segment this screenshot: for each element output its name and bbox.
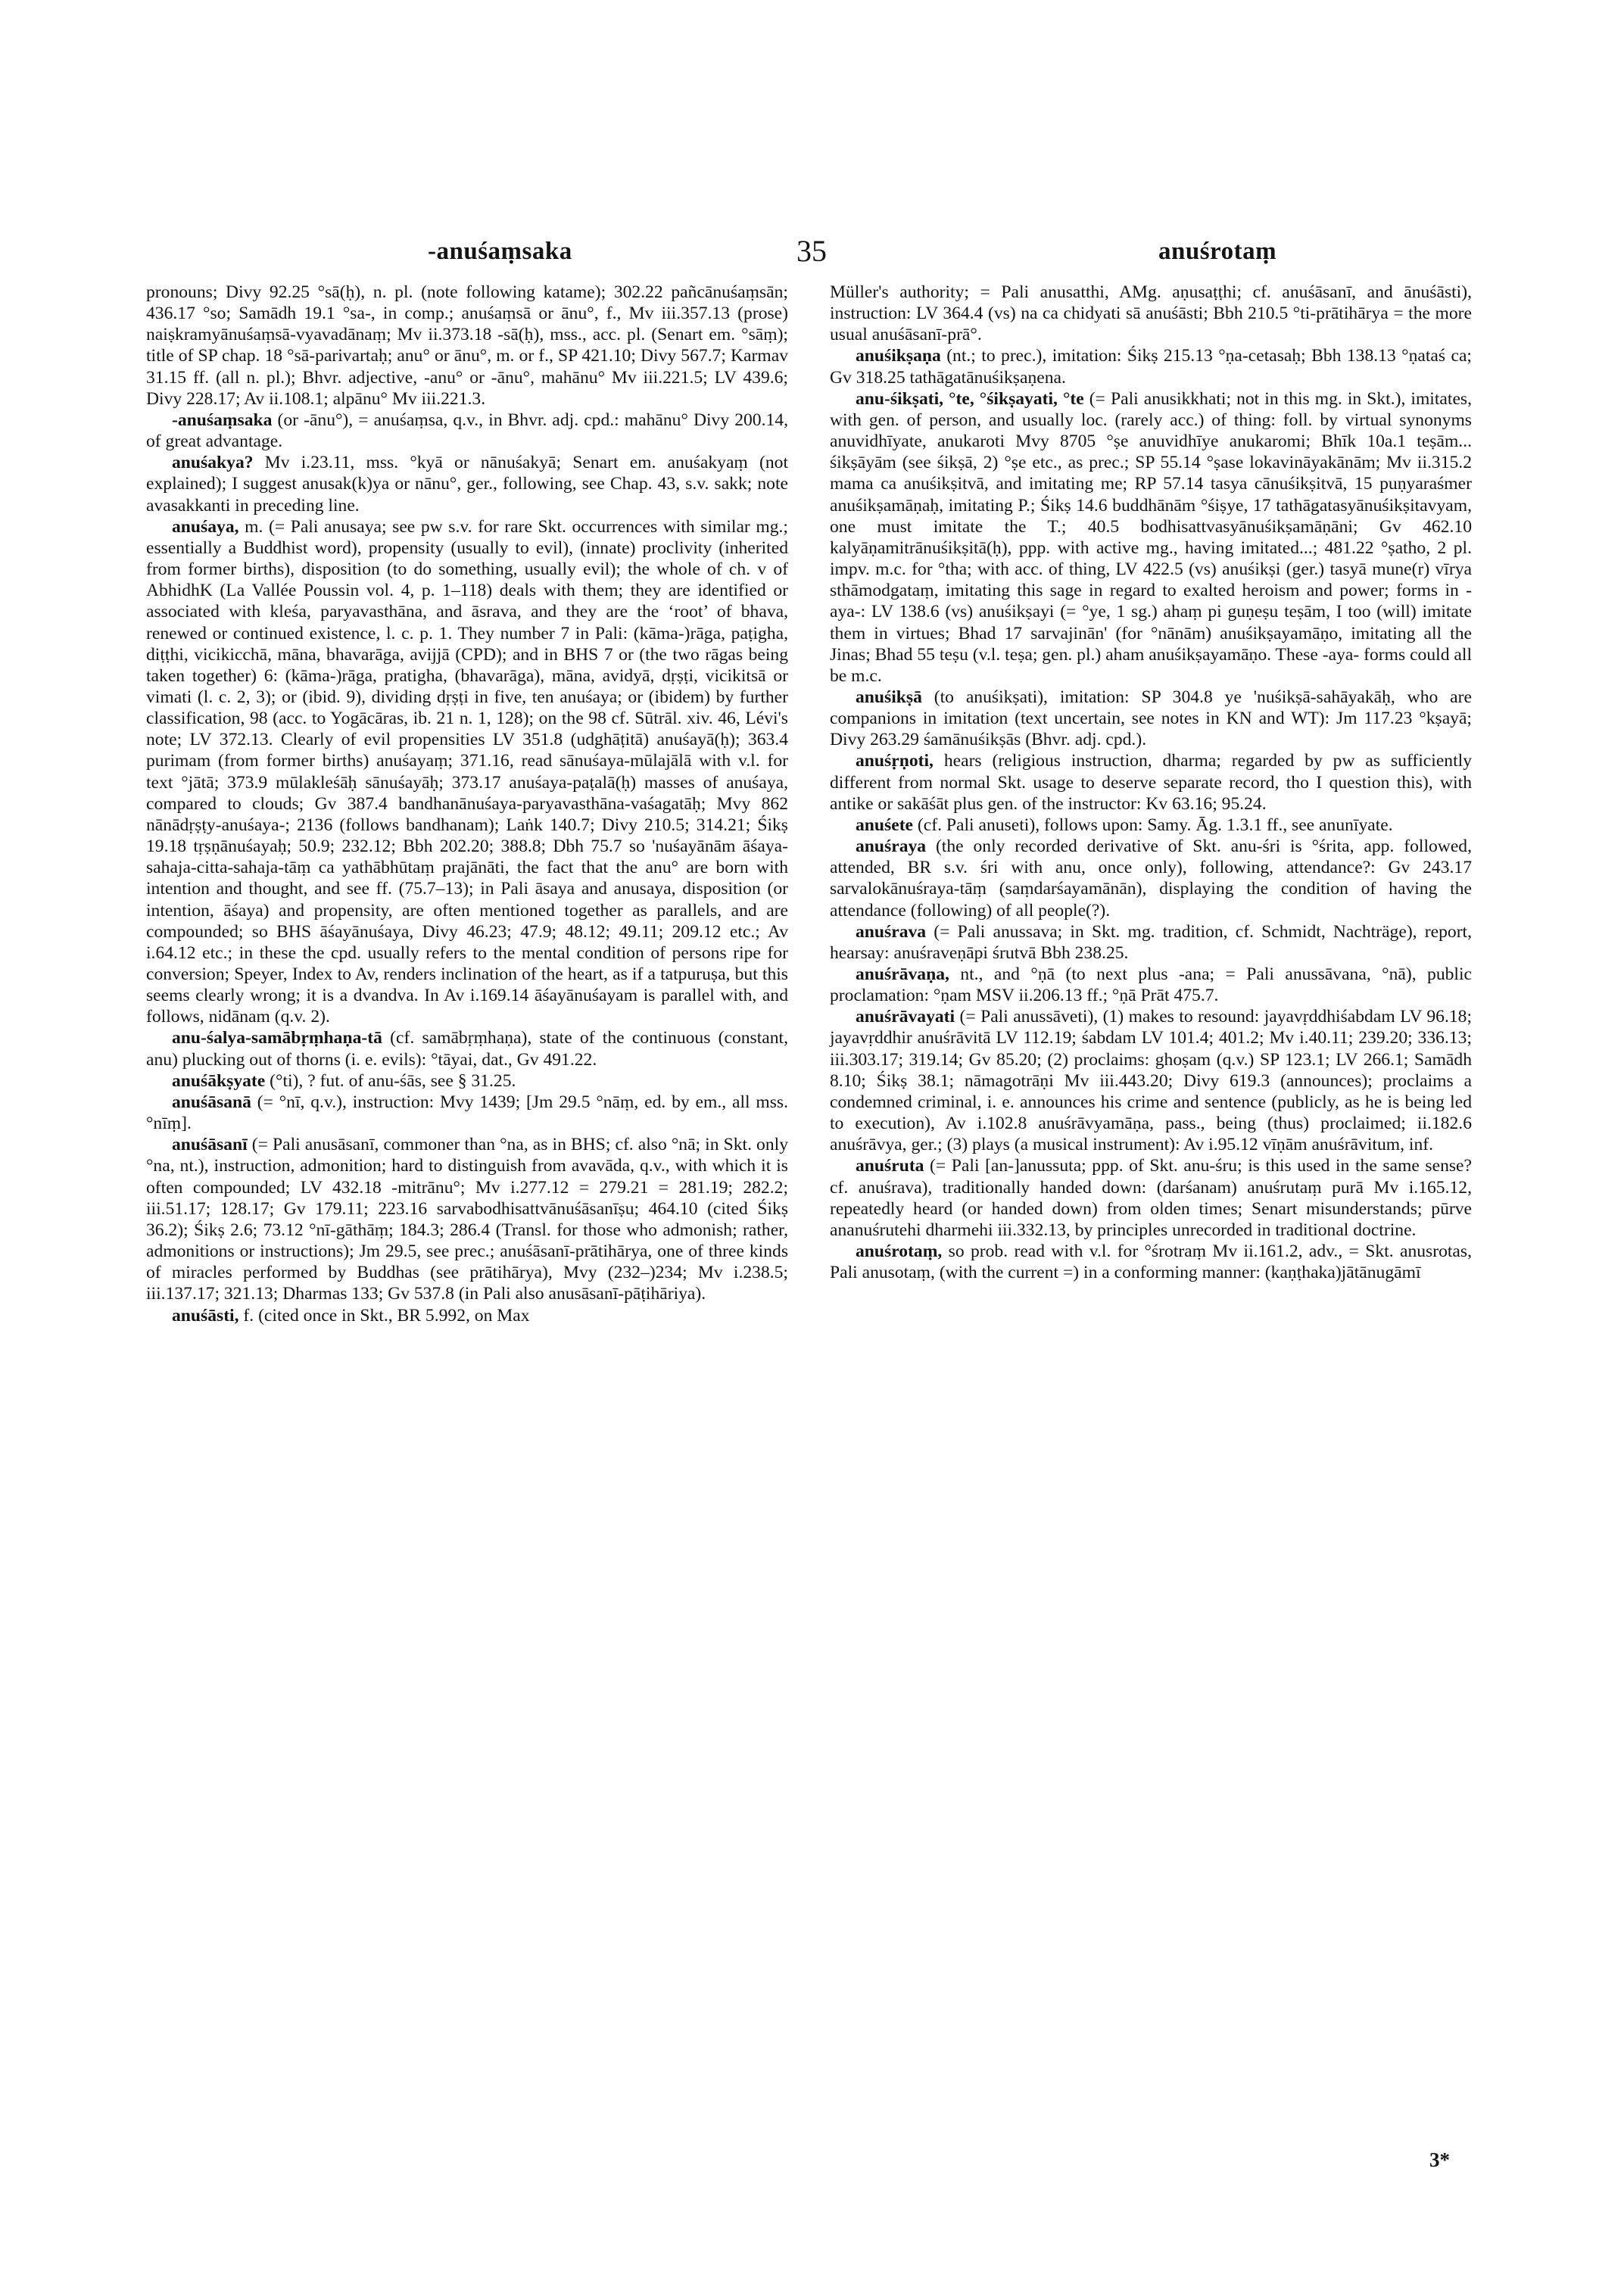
entry-headword: anuśete: [856, 815, 914, 835]
entry-headword: anuśākṣyate: [172, 1070, 266, 1091]
entry-headword: anuśakya?: [172, 453, 254, 473]
dictionary-entry: anuśaya, m. (= Pali anusaya; see pw s.v. for rare Skt. occurrences with similar mg.; essentially a Buddhist word), propensity (usually to evil), (innate) proclivity (inherited from former births), disposition (to do something, usually evil); the whole of ch. v of AbhidhK (La Vallée Poussin vol. 4, p. 1–118) deals with them; they are identified or associated with kleśa, paryavasthāna, and āsrava, and they are the ‘root’ of bhava, renewed or continued existence, l. c. p. 1. They number 7 in Pali: (kāma-)rāga, paṭigha, diṭṭhi, vicikicchā, māna, bhavarāga, avijjā (CPD); and in BHS 7 or (the two rāgas being taken together) 6: (kāma-)rāga, pratigha, (bhavarāga), māna, avidyā, dṛṣṭi, vicikitsā or vimati (l. c. 2, 3); or (ibid. 9), dividing dṛṣṭi in five, ten anuśaya; or (ibidem) by further classification, 98 (acc. to Yogācāras, ib. 21 n. 1, 128); on the 98 cf. Sūtrāl. xiv. 46, Lévi's note; LV 372.13. Clearly of evil propensities LV 351.8 (udghāṭitā) anuśayā(ḥ); 363.4 purimam (from former births) anuśayaṃ; 371.16, read sānuśaya-mūlajālā with v.l. for text °jātā; 373.9 mūlakleśāḥ sānuśayāḥ; 373.17 anuśaya-paṭalā(ḥ) masses of anuśaya, compared to clouds; Gv 387.4 bandhanānuśaya-paryavasthāna-vaśagatāḥ; Mvy 862 nānādṛṣṭy-anuśaya-; 2136 (follows bandhanam); Laṅk 140.7; Divy 210.5; 314.21; Śikṣ 19.18 tṛṣṇānuśayaḥ; 50.9; 232.12; Bbh 202.20; 388.8; Dbh 75.7 so 'nuśayānām āśaya-sahaja-citta-sahaja-tāṃ ca yathābhūtaṃ prajānāti, the fact that the anu° are born with intention and thought, and see ff. (75.7–13); in Pali āsaya and anusaya, disposition (or intention, āśaya) and propensity, are often mentioned together as parallels, and are compounded; so BHS āśayānuśaya, Divy 46.23; 47.9; 48.12; 49.11; 209.12 etc.; Av i.64.12 etc.; in these the cpd. usually refers to the mental condition of persons ripe for conversion; Speyer, Index to Av, renders inclination of the heart, as if a tatpuruṣa, but this seems clearly wrong; it is a dvandva. In Av i.169.14 āśayānuśayam is parallel with, and follows, nidānam (q.v. 2).: [146, 516, 788, 1027]
dictionary-entry: -anuśaṃsaka (or -ānu°), = anuśaṃsa, q.v., in Bhvr. adj. cpd.: mahānu° Divy 200.14, of great advantage.: [146, 410, 788, 452]
left-column: [146, 282, 788, 1326]
entry-headword: anuśāsanī: [172, 1135, 248, 1155]
entry-headword: anuśrotaṃ,: [856, 1242, 943, 1262]
right-column: [830, 282, 1472, 1283]
entry-headword: anuśaya,: [172, 516, 239, 537]
entry-headword: anu-śalya-samābṛṃhaṇa-tā: [172, 1028, 382, 1048]
signature-mark: 3*: [1429, 2148, 1450, 2171]
dictionary-entry: anuśakya? Mv i.23.11, mss. °kyā or nānuśakyā; Senart em. anuśakyaṃ (not explained); I suggest anusak(k)ya or nānu°, ger., following, see Chap. 43, s.v. sakk; note avasakkanti in preceding line.: [146, 453, 788, 516]
dictionary-entry: anuśrāvayati (= Pali anussāveti), (1) makes to resound: jayavṛddhiśabdam LV 96.18; jayavṛddhir anuśrāvitā LV 112.19; śabdam LV 101.4; 401.2; Mv i.40.11; 239.20; 336.13; iii.303.17; 319.14; Gv 85.20; (2) proclaims: ghoṣam (q.v.) SP 123.1; LV 266.1; Samādh 8.10; Śikṣ 38.1; nāmagotrāṇi Mv iii.443.20; Divy 619.3 (announces); proclaims a condemned criminal, i. e. announces his crime and sentence (publicly, as he is being led to execution), Av i.102.8 anuśrāvyamāṇa, pass., being (thus) proclaimed; ii.182.6 anuśrāvya, ger.; (3) plays (a musical instrument): Av i.95.12 vīṇām anuśrāvitum, inf.: [830, 1007, 1472, 1155]
dictionary-entry: anuśete (cf. Pali anuseti), follows upon: Samy. Āg. 1.3.1 ff., see anunīyate.: [856, 815, 1393, 835]
dictionary-entry: anu-śalya-samābṛṃhaṇa-tā (cf. samābṛṃhaṇa), state of the continuous (constant, anu) plucking out of thorns (i. e. evils): °tāyai, dat., Gv 491.22.: [146, 1028, 788, 1070]
running-head-left: -anuśaṃsaka: [428, 238, 572, 265]
entry-continuation: pronouns; Divy 92.25 °sā(ḥ), n. pl. (note following katame); 302.22 pañcānuśaṃsān; 436.17 °so; Samādh 19.1 °sa-, in comp.; anuśaṃsā or ānu°, f., Mv iii.357.13 (prose) naiṣkramyānuśaṃsā-vyavadānaṃ; Mv ii.373.18 -sā(ḥ), mss., acc. pl. (Senart em. °sāṃ); title of SP chap. 18 °sā-parivartaḥ; anu° or ānu°, m. or f., SP 421.10; Divy 567.7; Karmav 31.15 ff. (all n. pl.); Bhvr. adjective, -anu° or -ānu°, mahānu° Mv iii.221.5; LV 439.6; Divy 228.17; Av ii.108.1; alpānu° Mv iii.221.3.: [146, 282, 788, 409]
entry-continuation: Müller's authority; = Pali anusatthi, AMg. aṇusaṭṭhi; cf. anuśāsanī, and ānuśāsti), instruction: LV 364.4 (vs) na ca chidyati sā anuśāsti; Bbh 210.5 °ti-prātihārya = the more usual anuśāsanī-prā°.: [830, 282, 1472, 345]
dictionary-entry: anuśrava (= Pali anussava; in Skt. mg. tradition, cf. Schmidt, Nachträge), report, hearsay: anuśraveṇāpi śrutvā Bbh 238.25.: [830, 921, 1472, 963]
dictionary-entry: anuśāsti, f. (cited once in Skt., BR 5.992, on Max: [172, 1305, 530, 1326]
entry-headword: anuśikṣā: [856, 687, 922, 707]
dictionary-entry: anuśraya (the only recorded derivative of Skt. anu-śri is °śrita, app. followed, attended, BR s.v. śri with anu, once only), following, attendance?: Gv 243.17 sarvalokānuśraya-tāṃ (saṃdarśayamānān), displaying the condition of having the attendance (following) of all people(?).: [830, 837, 1472, 921]
running-head-right: anuśrotaṃ: [1158, 238, 1277, 265]
page-number: 35: [796, 234, 827, 268]
entry-headword: anuśrāvayati: [856, 1007, 955, 1027]
dictionary-entry: anuśṛṇoti, hears (religious instruction, dharma; regarded by pw as sufficiently different from normal Skt. usage to deserve separate record, tho I question this), with antike or sakāśāt plus gen. of the instructor: Kv 63.16; 95.24.: [830, 751, 1472, 814]
dictionary-entry: anuśrāvaṇa, nt., and °ṇā (to next plus -ana; = Pali anussāvana, °nā), public proclamation: °ṇam MSV ii.206.13 ff.; °ṇā Prāt 475.7.: [830, 964, 1472, 1006]
dictionary-entry: anuśikṣaṇa (nt.; to prec.), imitation: Śikṣ 215.13 °ṇa-cetasaḥ; Bbh 138.13 °ṇataś ca; Gv 318.25 tathāgatānuśikṣaṇena.: [830, 346, 1472, 388]
dictionary-entry: anu-śikṣati, °te, °śikṣayati, °te (= Pali anusikkhati; not in this mg. in Skt.), imitates, with gen. of person, and usually loc. (rarely acc.) of thing: foll. by virtual synonyms anuvidhīyate, anukaroti Mvy 8705 °ṣe anuvidhīye anukaromi; Bhīk 10a.1 teṣām... śikṣāyām (see śikṣā, 2) °ṣe etc., as prec.; SP 55.14 °ṣase lokavināyakānām; Mv ii.315.2 mama ca anuśikṣitvā, and imitating me; RP 57.14 tasya cānuśikṣitvā, 15 puṇyaraśmer anuśikṣamāṇaḥ, imitating P.; Śikṣ 14.6 buddhānām °śiṣye, 17 tathāgatasyānuśikṣitavyam, one must imitate the T.; 40.5 bodhisattvasyānuśikṣamāṇāni; Gv 462.10 kalyāṇamitrānuśikṣitā(ḥ), ppp. with active mg., having imitated...; 481.22 °ṣatho, 2 pl. impv. m.c. for °tha; with acc. of thing, LV 422.5 (vs) anuśikṣi (ger.) tasyā mune(r) vīrya sthāmodgataṃ, imitating this sage in regard to exalted heroism and power; forms in -aya-: LV 138.6 (vs) anuśikṣayi (= °ye, 1 sg.) ahaṃ pi guṇeṣu teṣām, I too (will) imitate them in virtues; Bhad 17 sarvajinān' (for °nānām) anuśikṣayamāṇo, imitating all the Jinas; Bhad 55 teṣu (v.l. teṣa; gen. pl.) aham anuśikṣayamāṇo. These -aya- forms could all be m.c.: [830, 388, 1472, 686]
dictionary-entry: anuśrotaṃ, so prob. read with v.l. for °śrotraṃ Mv ii.161.2, adv., = Skt. anusrotas, Pali anusotaṃ, (with the current =) in a conforming manner: (kaṇṭhaka)jātānugāmī: [830, 1242, 1472, 1283]
dictionary-entry: anuśruta (= Pali [an-]anussuta; ppp. of Skt. anu-śru; is this used in the same sense? cf. anuśrava), traditionally handed down: (darśanam) anuśrutaṃ purā Mv i.165.12, repeatedly heard (or handed down) from olden times; Senart misunderstands; pūrve ananuśrutehi dharmehi iii.332.13, by principles unrecorded in traditional doctrine.: [830, 1156, 1472, 1240]
dictionary-entry: anuśākṣyate (°ti), ? fut. of anu-śās, see § 31.25.: [172, 1070, 516, 1091]
entry-headword: anuśrāvaṇa,: [856, 964, 949, 984]
entry-headword: anuśraya: [856, 837, 927, 857]
entry-headword: anuśāsti,: [172, 1305, 239, 1326]
entry-headword: -anuśaṃsaka: [172, 410, 273, 430]
entry-headword: anuśāsanā: [172, 1092, 251, 1112]
dictionary-entry: anuśikṣā (to anuśikṣati), imitation: SP 304.8 ye 'nuśikṣā-sahāyakāḥ, who are companions in imitation (text uncertain, see notes in KN and WT): Jm 117.23 °kṣayā; Divy 263.29 śamānuśikṣās (Bhvr. adj. cpd.).: [830, 687, 1472, 750]
dictionary-entry: anuśāsanā (= °nī, q.v.), instruction: Mvy 1439; [Jm 29.5 °nāṃ, ed. by em., all mss. °nīṃ].: [146, 1092, 788, 1134]
entry-headword: anuśṛṇoti,: [856, 751, 934, 771]
entry-headword: anuśrava: [856, 921, 927, 942]
entry-headword: anuśikṣaṇa: [856, 346, 941, 366]
entry-headword: anu-śikṣati, °te, °śikṣayati, °te: [856, 388, 1084, 409]
dictionary-entry: anuśāsanī (= Pali anusāsanī, commoner than °na, as in BHS; cf. also °nā; in Skt. only °na, nt.), instruction, admonition; hard to distinguish from avavāda, q.v., with which it is often compounded; LV 432.18 -mitrānu°; Mv i.277.12 = 279.21 = 281.19; 282.2; iii.51.17; 128.17; Gv 179.11; 223.16 sarvabodhisattvānuśāsanīṣu; 464.10 (cited Śikṣ 36.2); Śikṣ 2.6; 73.12 °nī-gāthāṃ; 184.3; 286.4 (Transl. for those who admonish; rather, admonitions or instructions); Jm 29.5, see prec.; anuśāsanī-prātihārya, one of three kinds of miracles performed by Buddhas (see prātihārya), Mvy (232–)234; Mv i.238.5; iii.137.17; 321.13; Dharmas 133; Gv 537.8 (in Pali also anusāsanī-pāṭihāriya).: [146, 1135, 788, 1304]
entry-headword: anuśruta: [856, 1156, 924, 1176]
